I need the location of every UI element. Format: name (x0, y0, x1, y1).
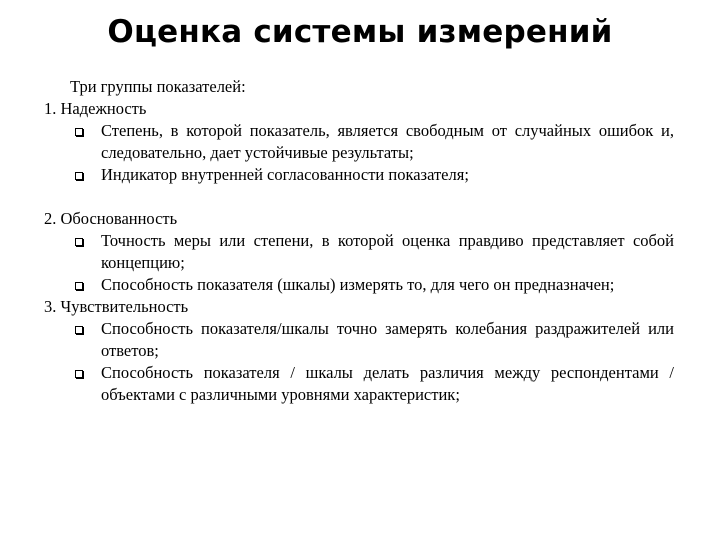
section-heading: 1. Надежность (44, 99, 147, 118)
square-bullet-icon (75, 282, 83, 290)
section-validity (44, 208, 674, 296)
square-bullet-icon (75, 370, 83, 378)
slide-title: Оценка системы измерений (107, 14, 613, 50)
square-bullet-icon (75, 238, 83, 246)
slide-content (44, 76, 674, 406)
list-item-text: Степень, в которой показатель, является свободным от случайных ошибок и, следовательно, дает устойчивые результаты; (101, 121, 674, 162)
list-item-text: Способность показателя/шкалы точно замерять колебания раздражителей или ответов; (101, 319, 674, 360)
section-sensitivity (44, 296, 674, 406)
square-bullet-icon (75, 128, 83, 136)
list-item (44, 318, 674, 362)
list-item (44, 120, 674, 164)
square-bullet-icon (75, 172, 83, 180)
list-item-text: Точность меры или степени, в которой оценка правдиво представляет собой концепцию; (101, 231, 674, 272)
section-heading: 3. Чувствительность (44, 297, 189, 316)
list-item-text: Способность показателя / шкалы делать различия между респондентами / объектами с различными уровнями характеристик; (101, 363, 674, 404)
square-bullet-icon (75, 326, 83, 334)
section-reliability (44, 98, 674, 186)
list-item-text: Способность показателя (шкалы) измерять то, для чего он предназначен; (101, 275, 615, 294)
spacer (44, 186, 674, 208)
section-heading: 2. Обоснованность (44, 209, 178, 228)
intro-text: Три группы показателей: (70, 77, 246, 96)
list-item (44, 230, 674, 274)
list-item-text: Индикатор внутренней согласованности показателя; (101, 165, 469, 184)
list-item (44, 274, 674, 296)
list-item (44, 164, 674, 186)
list-item (44, 362, 674, 406)
